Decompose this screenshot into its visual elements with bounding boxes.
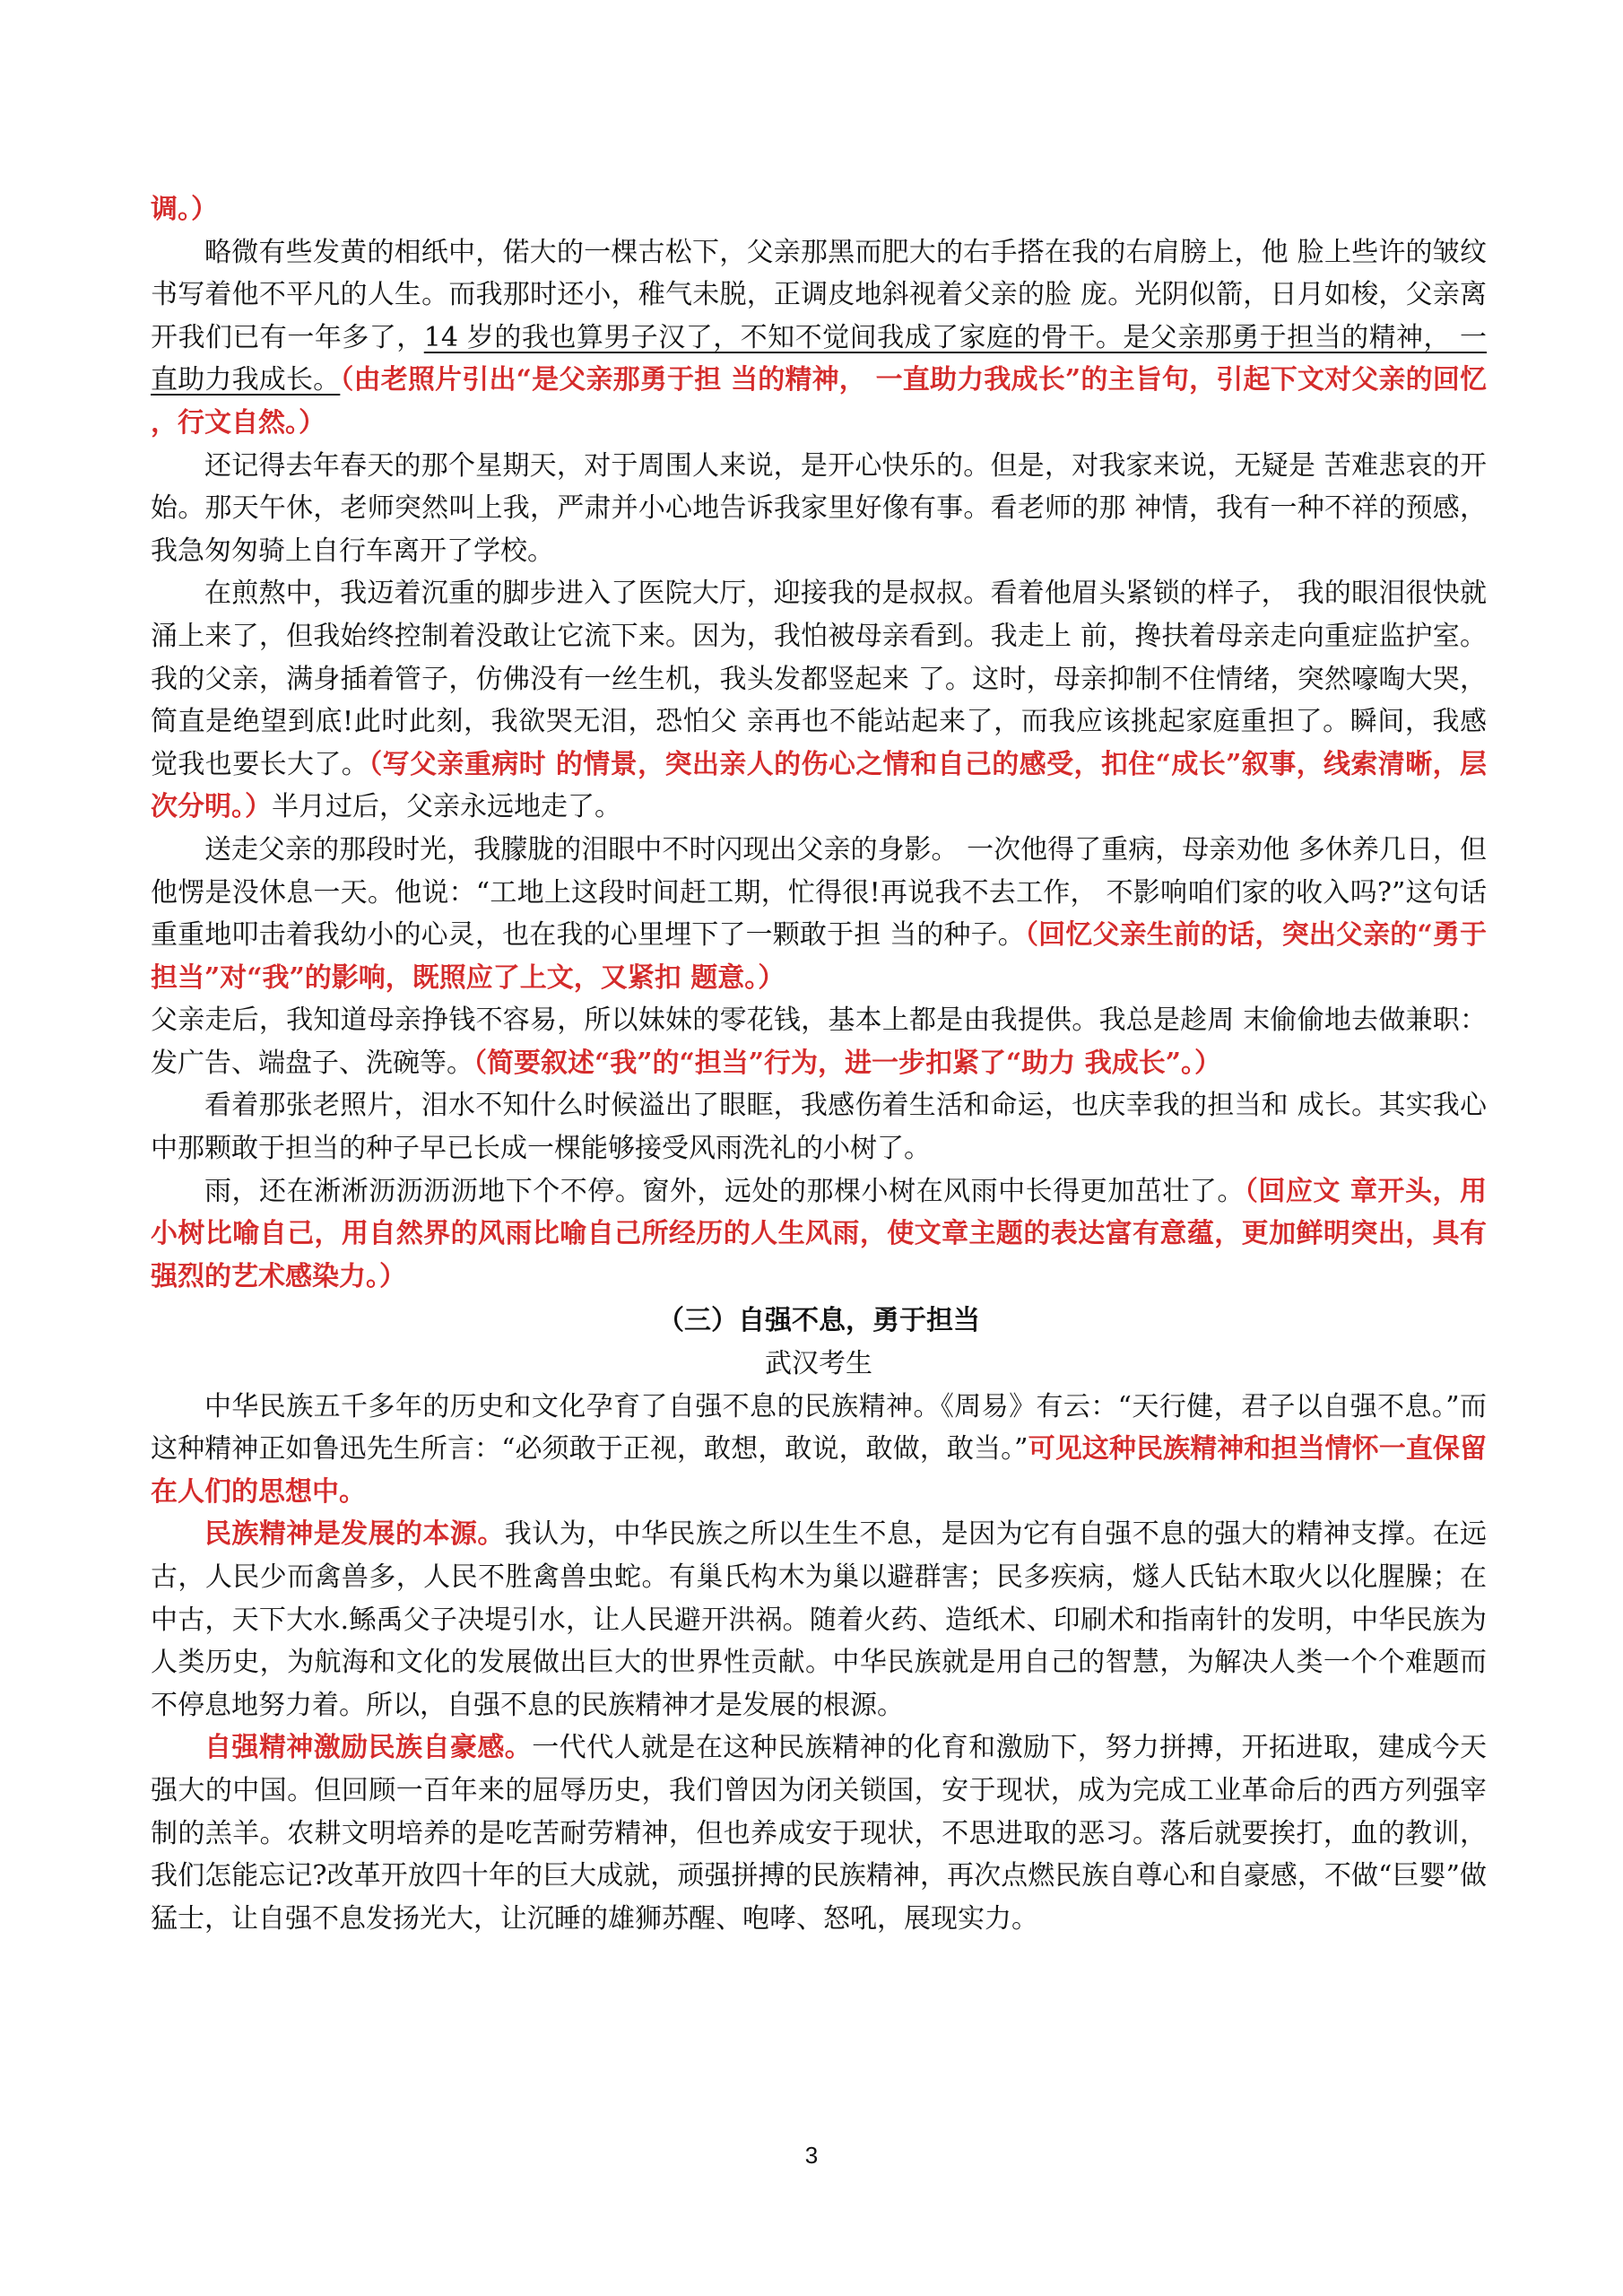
paragraph-6: [151, 999, 1487, 1084]
subheading-10: 民族精神是发展的本源。: [204, 1518, 505, 1551]
annotation-8: （回应文 章开头，用小树比喻自己，用自然界的风雨比喻自己所经历的人生风雨，使文章主题的表达富有意蕴，更加鲜明突出，具有强烈的艺术感染力。）: [151, 1175, 1488, 1292]
annotation-4: （写父亲重病时 的情景，突出亲人的伤心之情和自己的感受，扣住“成长”叙事，线索清晰，层次分明。）: [151, 748, 1487, 823]
subheading-11: 自强精神激励民族自豪感。: [204, 1732, 533, 1764]
paragraph-7: [151, 1084, 1487, 1170]
paragraph-9-text: 中华民族五千多年的历史和文化孕育了自强不息的民族精神。《周易》有云：“天行健，君子以自强不息。”而这种精神正如鲁迅先生所言：“必须敢于正视，敢想，敢说，敢做，敢当。”: [151, 1390, 1487, 1465]
author-line: 武汉考生: [765, 1348, 872, 1380]
paragraph-4: [151, 572, 1487, 829]
paragraph-4-text: 在煎熬中，我迈着沉重的脚步进入了医院大厅，迎接我的是叔叔。看着他眉头紧锁的样子， 我的眼泪很快就涌上来了，但我始终控制着没敢让它流下来。因为，我怕被母亲看到。我走上 前，搀扶着母亲走向重症监护室。我的父亲，满身插着管子，仿佛没有一丝生机，我头发都竖起来 了。这时，母亲抑制不住情绪，突然嚎啕大哭，简直是绝望到底!此时此刻，我欲哭无泪，恐怕父 亲再也不能站起来了，而我应该挑起家庭重担了。瞬间，我感觉我也要长大了。: [151, 578, 1487, 780]
paragraph-10: [151, 1513, 1487, 1726]
paragraph-8: [151, 1170, 1487, 1299]
page-number: 3: [804, 2142, 819, 2169]
annotation-9: 可见这种民族精神和担当情怀一直保留在人们的思想中。: [151, 1433, 1487, 1508]
paragraph-11: [151, 1726, 1487, 1940]
paragraph-5-text: 送走父亲的那段时光，我朦胧的泪眼中不时闪现出父亲的身影。 一次他得了重病，母亲劝他 多休养几日，但他愣是没休息一天。他说：“工地上这段时间赶工期，忙得很!再说我不去工作， 不影响咱们家的收入吗?”这句话重重地叩击着我幼小的心灵，也在我的心里埋下了一颗敢于担 当的种子。: [151, 833, 1487, 952]
annotation-2: （由老照片引出“是父亲那勇于担 当的精神， 一直助力我成长”的主旨句，引起下文对父亲的回忆，行文自然。）: [151, 364, 1488, 439]
paragraph-11-text: 一代代人就是在这种民族精神的化育和激励下，努力拼搏，开拓进取，建成今天强大的中国。但回顾一百年来的屈辱历史，我们曾因为闭关锁国，安于现状，成为完成工业革命后的西方列强宰制的羔羊。农耕文明培养的是吃苦耐劳精神，但也养成安于现状，不思进取的恶习。落后就要挨打，血的教训，我们怎能忘记?改革开放四十年的巨大成就，顽强拼搏的民族精神，再次点燃民族自尊心和自豪感，不做“巨婴”做猛士，让自强不息发扬光大，让沉睡的雄狮苏醒、咆哮、怒吼，展现实力。: [151, 1732, 1488, 1935]
paragraph-6-text: 父亲走后，我知道母亲挣钱不容易，所以妹妹的零花钱，基本上都是由我提供。我总是趁周 末偷偷地去做兼职：发广告、端盘子、洗碗等。: [151, 1004, 1487, 1079]
annotation-5: （回忆父亲生前的话，突出父亲的“勇于担当”对“我”的影响，既照应了上文，又紧扣 题意。）: [151, 919, 1487, 994]
paragraph-10-text: 我认为，中华民族之所以生生不息，是因为它有自强不息的强大的精神支撑。在远古，人民少而禽兽多，人民不胜禽兽虫蛇。有巢氏构木为巢以避群害；民多疾病，燧人氏钻木取火以化腥臊；在中古，天下大水.鲧禹父子决堤引水，让人民避开洪祸。随着火药、造纸术、印刷术和指南针的发明，中华民族为人类历史，为航海和文化的发展做出巨大的世界性贡献。中华民族就是用自己的智慧，为解决人类一个个难题而不停息地努力着。所以，自强不息的民族精神才是发展的根源。: [151, 1518, 1488, 1721]
paragraph-1: [151, 188, 1487, 231]
paragraph-8-text: 雨，还在淅淅沥沥沥沥地下个不停。窗外，远处的那棵小树在风雨中长得更加茁壮了。: [204, 1175, 1245, 1207]
annotation-1: 调。）: [151, 194, 218, 225]
paragraph-7-text: 看着那张老照片，泪水不知什么时候溢出了眼眶，我感伤着生活和命运，也庆幸我的担当和 成长。其实我心中那颗敢于担当的种子早已长成一棵能够接受风雨洗礼的小树了。: [151, 1090, 1487, 1165]
paragraph-4-tail: 半月过后，父亲永远地走了。: [272, 791, 621, 823]
paragraph-2: [151, 231, 1487, 445]
document-body: [151, 188, 1487, 1940]
paragraph-5: [151, 829, 1487, 999]
paragraph-3-text: 还记得去年春天的那个星期天，对于周围人来说，是开心快乐的。但是，对我家来说，无疑是 苦难悲哀的开始。那天午休，老师突然叫上我，严肃并小心地告诉我家里好像有事。看老师的那 神情，我有一种不祥的预感，我急匆匆骑上自行车离开了学校。: [151, 449, 1487, 567]
paragraph-2-text: 略微有些发黄的相纸中，偌大的一棵古松下，父亲那黑而肥大的右手搭在我的右肩膀上，他 脸上些许的皱纹书写着他不平凡的人生。而我那时还小，稚气未脱，正调皮地斜视着父亲的脸 庞。光阴似箭，日月如梭，父亲离开我们已有一年多了，: [151, 236, 1487, 353]
thesis-sentence-underlined: 14 岁的我也算男子汉了，不知不觉间我成了家庭的骨干。是父亲那勇于担当的精神， 一直助力我成长。: [151, 321, 1488, 396]
paragraph-9: [151, 1386, 1487, 1514]
annotation-6: （简要叙述“我”的“担当”行为，进一步扣紧了“助力 我成长”。）: [473, 1047, 1221, 1079]
section-heading: （三）自强不息，勇于担当: [657, 1305, 980, 1337]
paragraph-3: [151, 445, 1487, 573]
